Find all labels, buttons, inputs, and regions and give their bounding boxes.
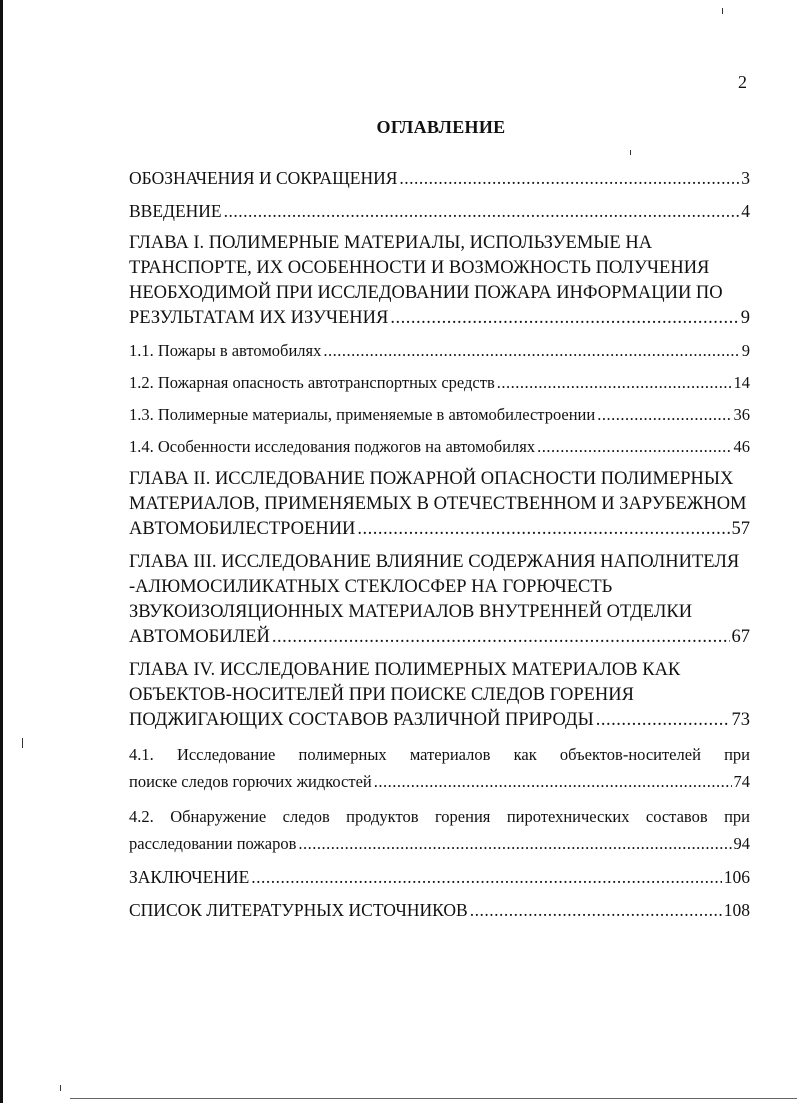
toc-entry (129, 403, 750, 427)
toc-page-number: 9 (740, 308, 750, 328)
scan-speck (22, 738, 23, 748)
toc-entry (129, 467, 750, 542)
toc-entry (129, 865, 750, 890)
toc-entry-title: ПОДЖИГАЮЩИХ СОСТАВОВ РАЗЛИЧНОЙ ПРИРОДЫ (129, 710, 594, 730)
toc-page-number: 106 (723, 867, 750, 887)
toc-entry (129, 371, 750, 395)
toc-entry-last-line (129, 517, 750, 542)
toc-entry-last-line (129, 898, 750, 923)
toc-page-number: 73 (731, 710, 750, 730)
toc-page-number: 36 (733, 405, 750, 424)
toc-entry-last-line (129, 768, 750, 795)
toc-entry-title: 1.3. Полимерные материалы, применяемые в автомобилестроении (129, 405, 596, 424)
toc-entry (129, 435, 750, 459)
toc-page-number: 108 (723, 899, 750, 920)
dot-leader (390, 306, 738, 331)
scan-edge-left (0, 0, 3, 1103)
toc-page-number: 14 (733, 373, 750, 392)
toc-entry-title: 1.1. Пожары в автомобилях (129, 341, 322, 360)
dot-leader (374, 768, 732, 795)
toc-entry-title: расследовании пожаров (129, 834, 297, 853)
toc-entry-last-line (129, 306, 750, 331)
scan-speck (722, 8, 723, 14)
toc-entry (129, 339, 750, 363)
dot-leader (323, 339, 739, 363)
scan-speck (60, 1085, 61, 1091)
toc-entry-last-line (129, 339, 750, 363)
toc-list (129, 166, 750, 930)
toc-entry-title: СПИСОК ЛИТЕРАТУРНЫХ ИСТОЧНИКОВ (129, 899, 468, 920)
toc-entry (129, 658, 750, 733)
toc-entry-title: РЕЗУЛЬТАТАМ ИХ ИЗУЧЕНИЯ (129, 308, 389, 328)
toc-entry (129, 231, 750, 331)
toc-page-number: 74 (733, 772, 750, 791)
toc-page-number: 94 (733, 834, 750, 853)
scan-edge-bottom (70, 1098, 797, 1099)
toc-entry-title: ОБОЗНАЧЕНИЯ И СОКРАЩЕНИЯ (129, 168, 398, 188)
toc-entry-line: 4.2. Обнаружение следов продуктов горения пиротехнических составов при (129, 807, 750, 826)
toc-entry-last-line (129, 371, 750, 395)
toc-entry-title: поиске следов горючих жидкостей (129, 772, 372, 791)
toc-entry-title: 1.2. Пожарная опасность автотранспортных средств (129, 373, 495, 392)
toc-entry-last-line (129, 435, 750, 459)
toc-page-number: 57 (731, 519, 750, 539)
dot-leader (597, 403, 731, 427)
toc-entry-last-line (129, 199, 750, 224)
toc-entry-line: -АЛЮМОСИЛИКАТНЫХ СТЕКЛОСФЕР НА ГОРЮЧЕСТЬ (129, 577, 613, 597)
page-number: 2 (738, 72, 747, 92)
toc-entry-title: ВВЕДЕНИЕ (129, 200, 222, 221)
dot-leader (399, 166, 739, 191)
toc-page-number: 67 (731, 627, 750, 647)
toc-entry-line: ОБЪЕКТОВ-НОСИТЕЛЕЙ ПРИ ПОИСКЕ СЛЕДОВ ГОРЕНИЯ (129, 685, 634, 705)
toc-entry (129, 166, 750, 191)
toc-entry-last-line (129, 166, 750, 191)
toc-entry-last-line (129, 403, 750, 427)
toc-entry-title: 1.4. Особенности исследования поджогов на автомобилях (129, 437, 536, 456)
dot-leader (251, 865, 721, 890)
toc-entry-last-line (129, 865, 750, 890)
toc-entry-line: МАТЕРИАЛОВ, ПРИМЕНЯЕМЫХ В ОТЕЧЕСТВЕННОМ И ЗАРУБЕЖНОМ (129, 494, 747, 514)
toc-page-number: 9 (741, 341, 750, 360)
toc-entry (129, 550, 750, 650)
dot-leader (224, 199, 740, 224)
dot-leader (357, 517, 729, 542)
toc-title: ОГЛАВЛЕНИЕ (376, 117, 506, 137)
toc-page-number: 3 (741, 168, 750, 188)
toc-entry-last-line (129, 625, 750, 650)
toc-entry-last-line (129, 708, 750, 733)
dot-leader (298, 830, 731, 857)
dot-leader (537, 435, 731, 459)
toc-entry (129, 199, 750, 224)
toc-page-number: 4 (741, 200, 750, 221)
toc-entry-line: ГЛАВА IV. ИССЛЕДОВАНИЕ ПОЛИМЕРНЫХ МАТЕРИАЛОВ КАК (129, 660, 681, 680)
toc-entry-line: ГЛАВА I. ПОЛИМЕРНЫЕ МАТЕРИАЛЫ, ИСПОЛЬЗУЕМЫЕ НА (129, 233, 653, 253)
toc-entry-title: ЗАКЛЮЧЕНИЕ (129, 867, 250, 887)
dot-leader (470, 898, 722, 923)
toc-entry (129, 898, 750, 923)
toc-entry-line: ГЛАВА III. ИССЛЕДОВАНИЕ ВЛИЯНИЕ СОДЕРЖАНИЯ НАПОЛНИТЕЛЯ (129, 552, 740, 572)
toc-entry-line: НЕОБХОДИМОЙ ПРИ ИССЛЕДОВАНИИ ПОЖАРА ИНФОРМАЦИИ ПО (129, 283, 723, 303)
toc-entry (129, 803, 750, 857)
toc-entry-line: ТРАНСПОРТЕ, ИХ ОСОБЕННОСТИ И ВОЗМОЖНОСТЬ ПОЛУЧЕНИЯ (129, 258, 710, 278)
toc-page-number: 46 (733, 437, 750, 456)
dot-leader (596, 708, 730, 733)
toc-entry-title: АВТОМОБИЛЕСТРОЕНИИ (129, 519, 356, 539)
scan-speck (630, 150, 631, 155)
toc-entry-line: 4.1. Исследование полимерных материалов как объектов-носителей при (129, 745, 750, 764)
toc-entry-last-line (129, 830, 750, 857)
dot-leader (272, 625, 730, 650)
toc-entry-title: АВТОМОБИЛЕЙ (129, 627, 270, 647)
toc-entry (129, 741, 750, 795)
dot-leader (497, 371, 732, 395)
toc-entry-line: ЗВУКОИЗОЛЯЦИОННЫХ МАТЕРИАЛОВ ВНУТРЕННЕЙ ОТДЕЛКИ (129, 602, 693, 622)
toc-entry-line: ГЛАВА II. ИССЛЕДОВАНИЕ ПОЖАРНОЙ ОПАСНОСТИ ПОЛИМЕРНЫХ (129, 469, 734, 489)
